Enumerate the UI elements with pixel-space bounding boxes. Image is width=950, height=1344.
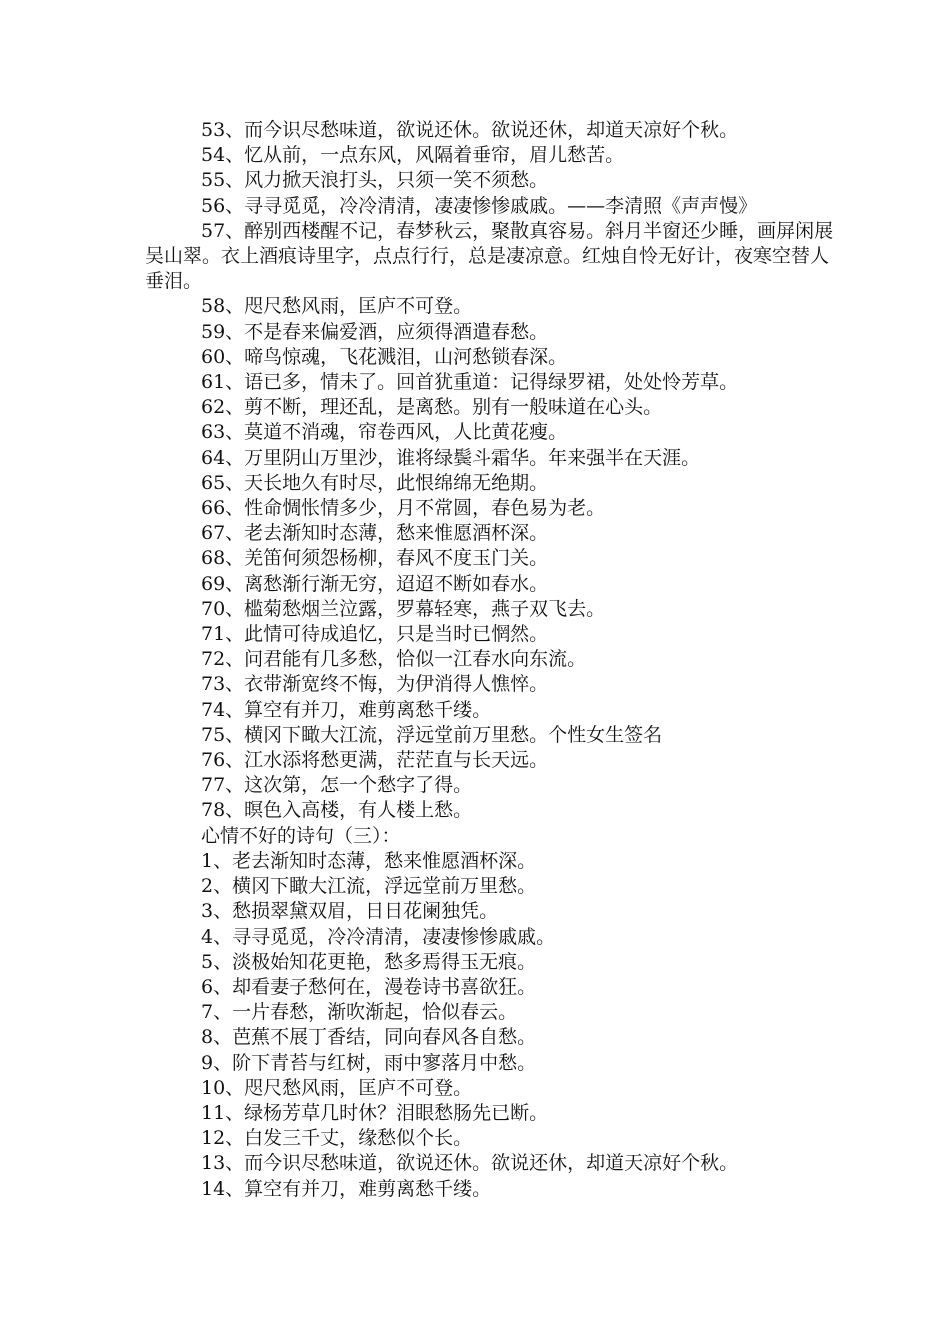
poem-line-s3-4: 4、寻寻觅觅，冷冷清清，凄凄惨惨戚戚。 — [201, 925, 556, 948]
poem-line-70: 70、槛菊愁烟兰泣露，罗幕轻寒，燕子双飞去。 — [201, 597, 606, 620]
poem-line-76: 76、江水添将愁更满，茫茫直与长天远。 — [201, 749, 549, 772]
poem-line-71: 71、此情可待成追忆，只是当时已惘然。 — [201, 623, 549, 646]
poem-line-s3-2: 2、横冈下瞰大江流，浮远堂前万里愁。 — [201, 875, 537, 898]
poem-line-s3-13: 13、而今识尽愁味道，欲说还休。欲说还休，却道天凉好个秋。 — [201, 1152, 739, 1175]
poem-line-75: 75、横冈下瞰大江流，浮远堂前万里愁。个性女生签名 — [201, 723, 663, 746]
poem-line-s3-10: 10、咫尺愁风雨，匡庐不可登。 — [201, 1076, 473, 1099]
poem-list — [145, 118, 835, 1202]
poem-line-s3-9: 9、阶下青苔与红树，雨中寥落月中愁。 — [201, 1051, 537, 1074]
poem-line-63: 63、莫道不消魂，帘卷西风，人比黄花瘦。 — [201, 421, 568, 444]
poem-line-s3-11: 11、绿杨芳草几时休？泪眼愁肠先已断。 — [201, 1101, 549, 1124]
poem-line-67: 67、老去渐知时态薄，愁来惟愿酒杯深。 — [201, 522, 549, 545]
poem-line-69: 69、离愁渐行渐无穷，迢迢不断如春水。 — [201, 572, 549, 595]
section-heading: 心情不好的诗句（三）： — [201, 824, 401, 847]
poem-line-56: 56、寻寻觅觅，冷冷清清，凄凄惨惨戚戚。——李清照《声声慢》 — [201, 194, 758, 217]
poem-line-s3-12: 12、白发三千丈，缘愁似个长。 — [201, 1127, 473, 1150]
poem-line-58: 58、咫尺愁风雨，匡庐不可登。 — [201, 295, 473, 318]
poem-line-61: 61、语已多，情未了。回首犹重道：记得绿罗裙，处处怜芳草。 — [201, 371, 739, 394]
poem-line-53: 53、而今识尽愁味道，欲说还休。欲说还休，却道天凉好个秋。 — [201, 119, 739, 141]
poem-line-s3-7: 7、一片春愁，渐吹渐起，恰似春云。 — [201, 1001, 518, 1024]
poem-line-66: 66、性命惆怅情多少，月不常圆，春色易为老。 — [201, 497, 606, 520]
poem-line-74: 74、算空有并刀，难剪离愁千缕。 — [201, 698, 492, 721]
poem-line-64: 64、万里阴山万里沙，谁将绿鬓斗霜华。年来强半在天涯。 — [201, 446, 701, 469]
poem-line-62: 62、剪不断，理还乱，是离愁。别有一般味道在心头。 — [201, 396, 663, 419]
poem-line-68: 68、羌笛何须怨杨柳，春风不度玉门关。 — [201, 547, 549, 570]
poem-line-60: 60、啼鸟惊魂，飞花溅泪，山河愁锁春深。 — [201, 345, 568, 368]
poem-line-s3-14: 14、算空有并刀，难剪离愁千缕。 — [201, 1177, 492, 1200]
poem-line-73: 73、衣带渐宽终不悔，为伊消得人憔悴。 — [201, 673, 549, 696]
poem-line-s3-5: 5、淡极始知花更艳，愁多焉得玉无痕。 — [201, 950, 537, 973]
poem-line-77: 77、这次第，怎一个愁字了得。 — [201, 774, 473, 797]
poem-line-s3-3: 3、愁损翠黛双眉，日日花阑独凭。 — [201, 900, 499, 923]
poem-line-s3-6: 6、却看妻子愁何在，漫卷诗书喜欲狂。 — [201, 975, 537, 998]
poem-line-78: 78、暝色入高楼，有人楼上愁。 — [201, 799, 473, 822]
poem-line-55: 55、风力掀天浪打头，只须一笑不须愁。 — [201, 169, 549, 192]
poem-line-57: 57、醉别西楼醒不记，春梦秋云，聚散真容易。斜月半窗还少睡，画屏闲展吴山翠。衣上酒痕诗里字，点点行行，总是凄凉意。红烛自怜无好计，夜寒空替人垂泪。 — [145, 219, 834, 293]
poem-line-59: 59、不是春来偏爱酒，应须得酒遣春愁。 — [201, 320, 549, 343]
poem-line-65: 65、天长地久有时尽，此恨绵绵无绝期。 — [201, 471, 549, 494]
poem-line-54: 54、忆从前，一点东风，风隔着垂帘，眉儿愁苦。 — [201, 144, 625, 167]
poem-line-72: 72、问君能有几多愁，恰似一江春水向东流。 — [201, 648, 587, 671]
poem-line-s3-1: 1、老去渐知时态薄，愁来惟愿酒杯深。 — [201, 849, 537, 872]
poem-line-s3-8: 8、芭蕉不展丁香结，同向春风各自愁。 — [201, 1026, 537, 1049]
